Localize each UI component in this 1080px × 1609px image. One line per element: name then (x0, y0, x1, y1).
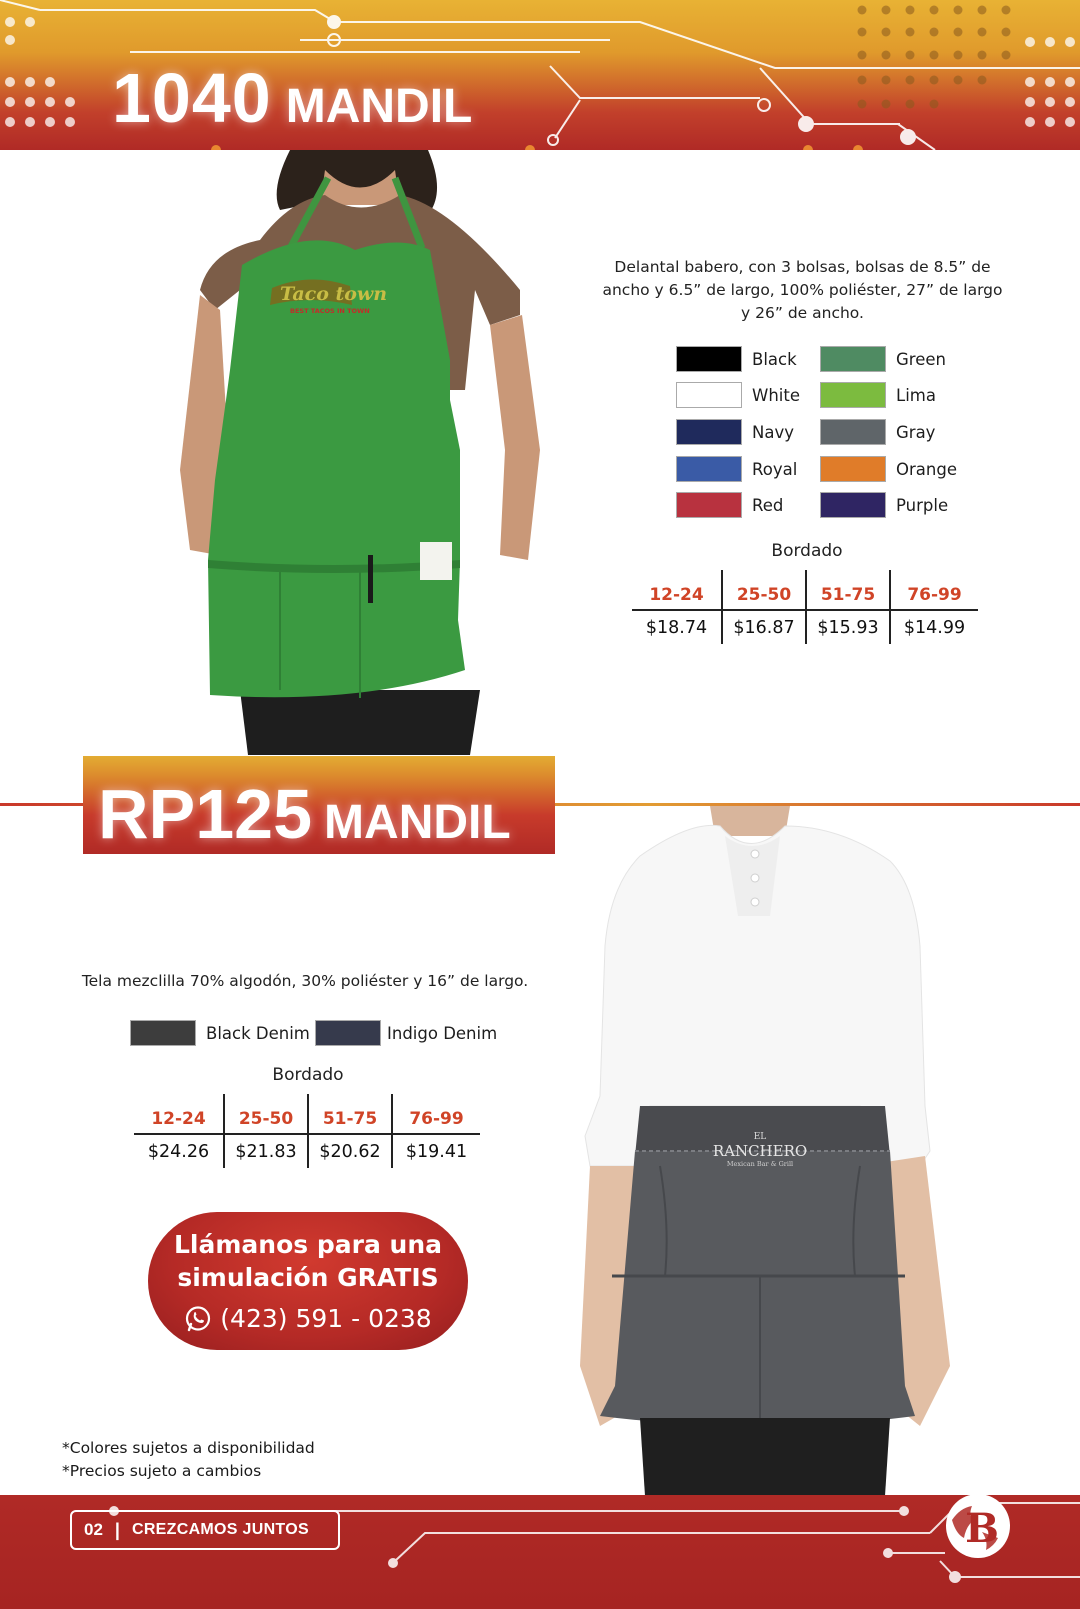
page-indicator (70, 1510, 340, 1550)
color-swatch (676, 419, 742, 445)
brand-logo (942, 1490, 1014, 1562)
color-label: Orange (896, 459, 957, 479)
color-label: Lima (896, 385, 936, 405)
color-option-navy (676, 419, 794, 445)
color-swatch (820, 456, 886, 482)
cta-phone[interactable] (148, 1304, 468, 1333)
product2-photo (560, 806, 980, 1496)
color-swatch (676, 346, 742, 372)
footer-slogan: CREZCAMOS JUNTOS (131, 1521, 309, 1538)
product2-logo-text-1: EL (753, 1132, 767, 1142)
color-option-lima (820, 382, 936, 408)
color-option-orange (820, 456, 957, 482)
product1-title (112, 58, 472, 138)
color-option-purple (820, 492, 948, 518)
price-value: $20.62 (308, 1134, 392, 1168)
color-swatch (130, 1020, 196, 1046)
color-swatch (315, 1020, 381, 1046)
qty-tier: 76-99 (890, 570, 978, 610)
qty-tier: 51-75 (806, 570, 890, 610)
logo-letter: B (965, 1505, 999, 1552)
color-swatch (676, 456, 742, 482)
color-swatch (820, 419, 886, 445)
qty-tier: 12-24 (649, 585, 704, 605)
color-label: White (752, 385, 800, 405)
color-label: Red (752, 495, 784, 515)
price-value: $14.99 (890, 610, 978, 644)
qty-tier: 25-50 (224, 1094, 308, 1134)
color-label: Purple (896, 495, 949, 515)
call-to-action-banner[interactable] (148, 1212, 468, 1350)
page-separator: | (114, 1519, 120, 1540)
qty-tier: 12-24 (151, 1109, 206, 1129)
product2-price-table (134, 1094, 480, 1168)
qty-tier: 76-99 (392, 1094, 480, 1134)
color-swatch (676, 492, 742, 518)
price-value: $15.93 (806, 610, 890, 644)
color-option-gray (820, 419, 935, 445)
product1-logo-text: Taco town (280, 283, 388, 305)
product1-price-table (632, 570, 978, 644)
product1-name: MANDIL (285, 80, 473, 133)
product2-pricing-title: Bordado (272, 1065, 344, 1085)
disclaimer-notes (62, 1437, 315, 1483)
price-value: $21.83 (224, 1134, 308, 1168)
page-number: 02 (84, 1520, 103, 1539)
product1-logo-subtext: BEST TACOS IN TOWN (290, 307, 370, 315)
product2-description: Tela mezclilla 70% algodón, 30% poliéster y 16” de largo. (81, 972, 529, 990)
price-value: $18.74 (632, 610, 722, 644)
color-option-black-denim (130, 1020, 310, 1046)
note-prices: *Precios sujeto a cambios (62, 1462, 262, 1480)
product1-photo (160, 150, 560, 755)
color-label: Gray (896, 422, 936, 442)
color-label: Indigo Denim (387, 1023, 498, 1043)
qty-tier: 51-75 (308, 1094, 392, 1134)
color-swatch (820, 382, 886, 408)
color-option-indigo-denim (315, 1020, 497, 1046)
color-swatch (820, 492, 886, 518)
color-label: Navy (752, 422, 794, 442)
color-option-black (676, 346, 797, 372)
color-label: Black (752, 349, 797, 369)
product2-name: MANDIL (324, 796, 511, 849)
whatsapp-icon (184, 1305, 212, 1333)
price-value: $16.87 (722, 610, 806, 644)
product2-logo-text-2: RANCHERO (712, 1142, 808, 1160)
phone-number: (423) 591 - 0238 (220, 1304, 432, 1333)
price-value: $24.26 (134, 1134, 224, 1168)
product1-code: 1040 (112, 59, 272, 137)
product2-code: RP125 (98, 775, 313, 853)
cta-line-2: simulación GRATIS (177, 1263, 439, 1292)
qty-tier: 25-50 (722, 570, 806, 610)
note-colors: *Colores sujetos a disponibilidad (62, 1439, 315, 1457)
color-swatch (676, 382, 742, 408)
color-label: Black Denim (206, 1023, 310, 1043)
color-option-green (820, 346, 946, 372)
product1-pricing-title: Bordado (771, 541, 843, 561)
color-option-white (676, 382, 800, 408)
cta-line-1: Llámanos para una (174, 1230, 442, 1259)
color-swatch (820, 346, 886, 372)
color-label: Green (896, 349, 946, 369)
color-label: Royal (752, 459, 798, 479)
color-option-royal (676, 456, 797, 482)
product2-title (98, 774, 511, 854)
color-option-red (676, 492, 783, 518)
price-value: $19.41 (392, 1134, 480, 1168)
product2-logo-text-3: Mexican Bar & Grill (726, 1160, 794, 1168)
product1-description: Delantal babero, con 3 bolsas, bolsas de 8.5” de ancho y 6.5” de largo, 100% poliéster, 27” de largo y 26” de ancho. (602, 258, 1003, 322)
